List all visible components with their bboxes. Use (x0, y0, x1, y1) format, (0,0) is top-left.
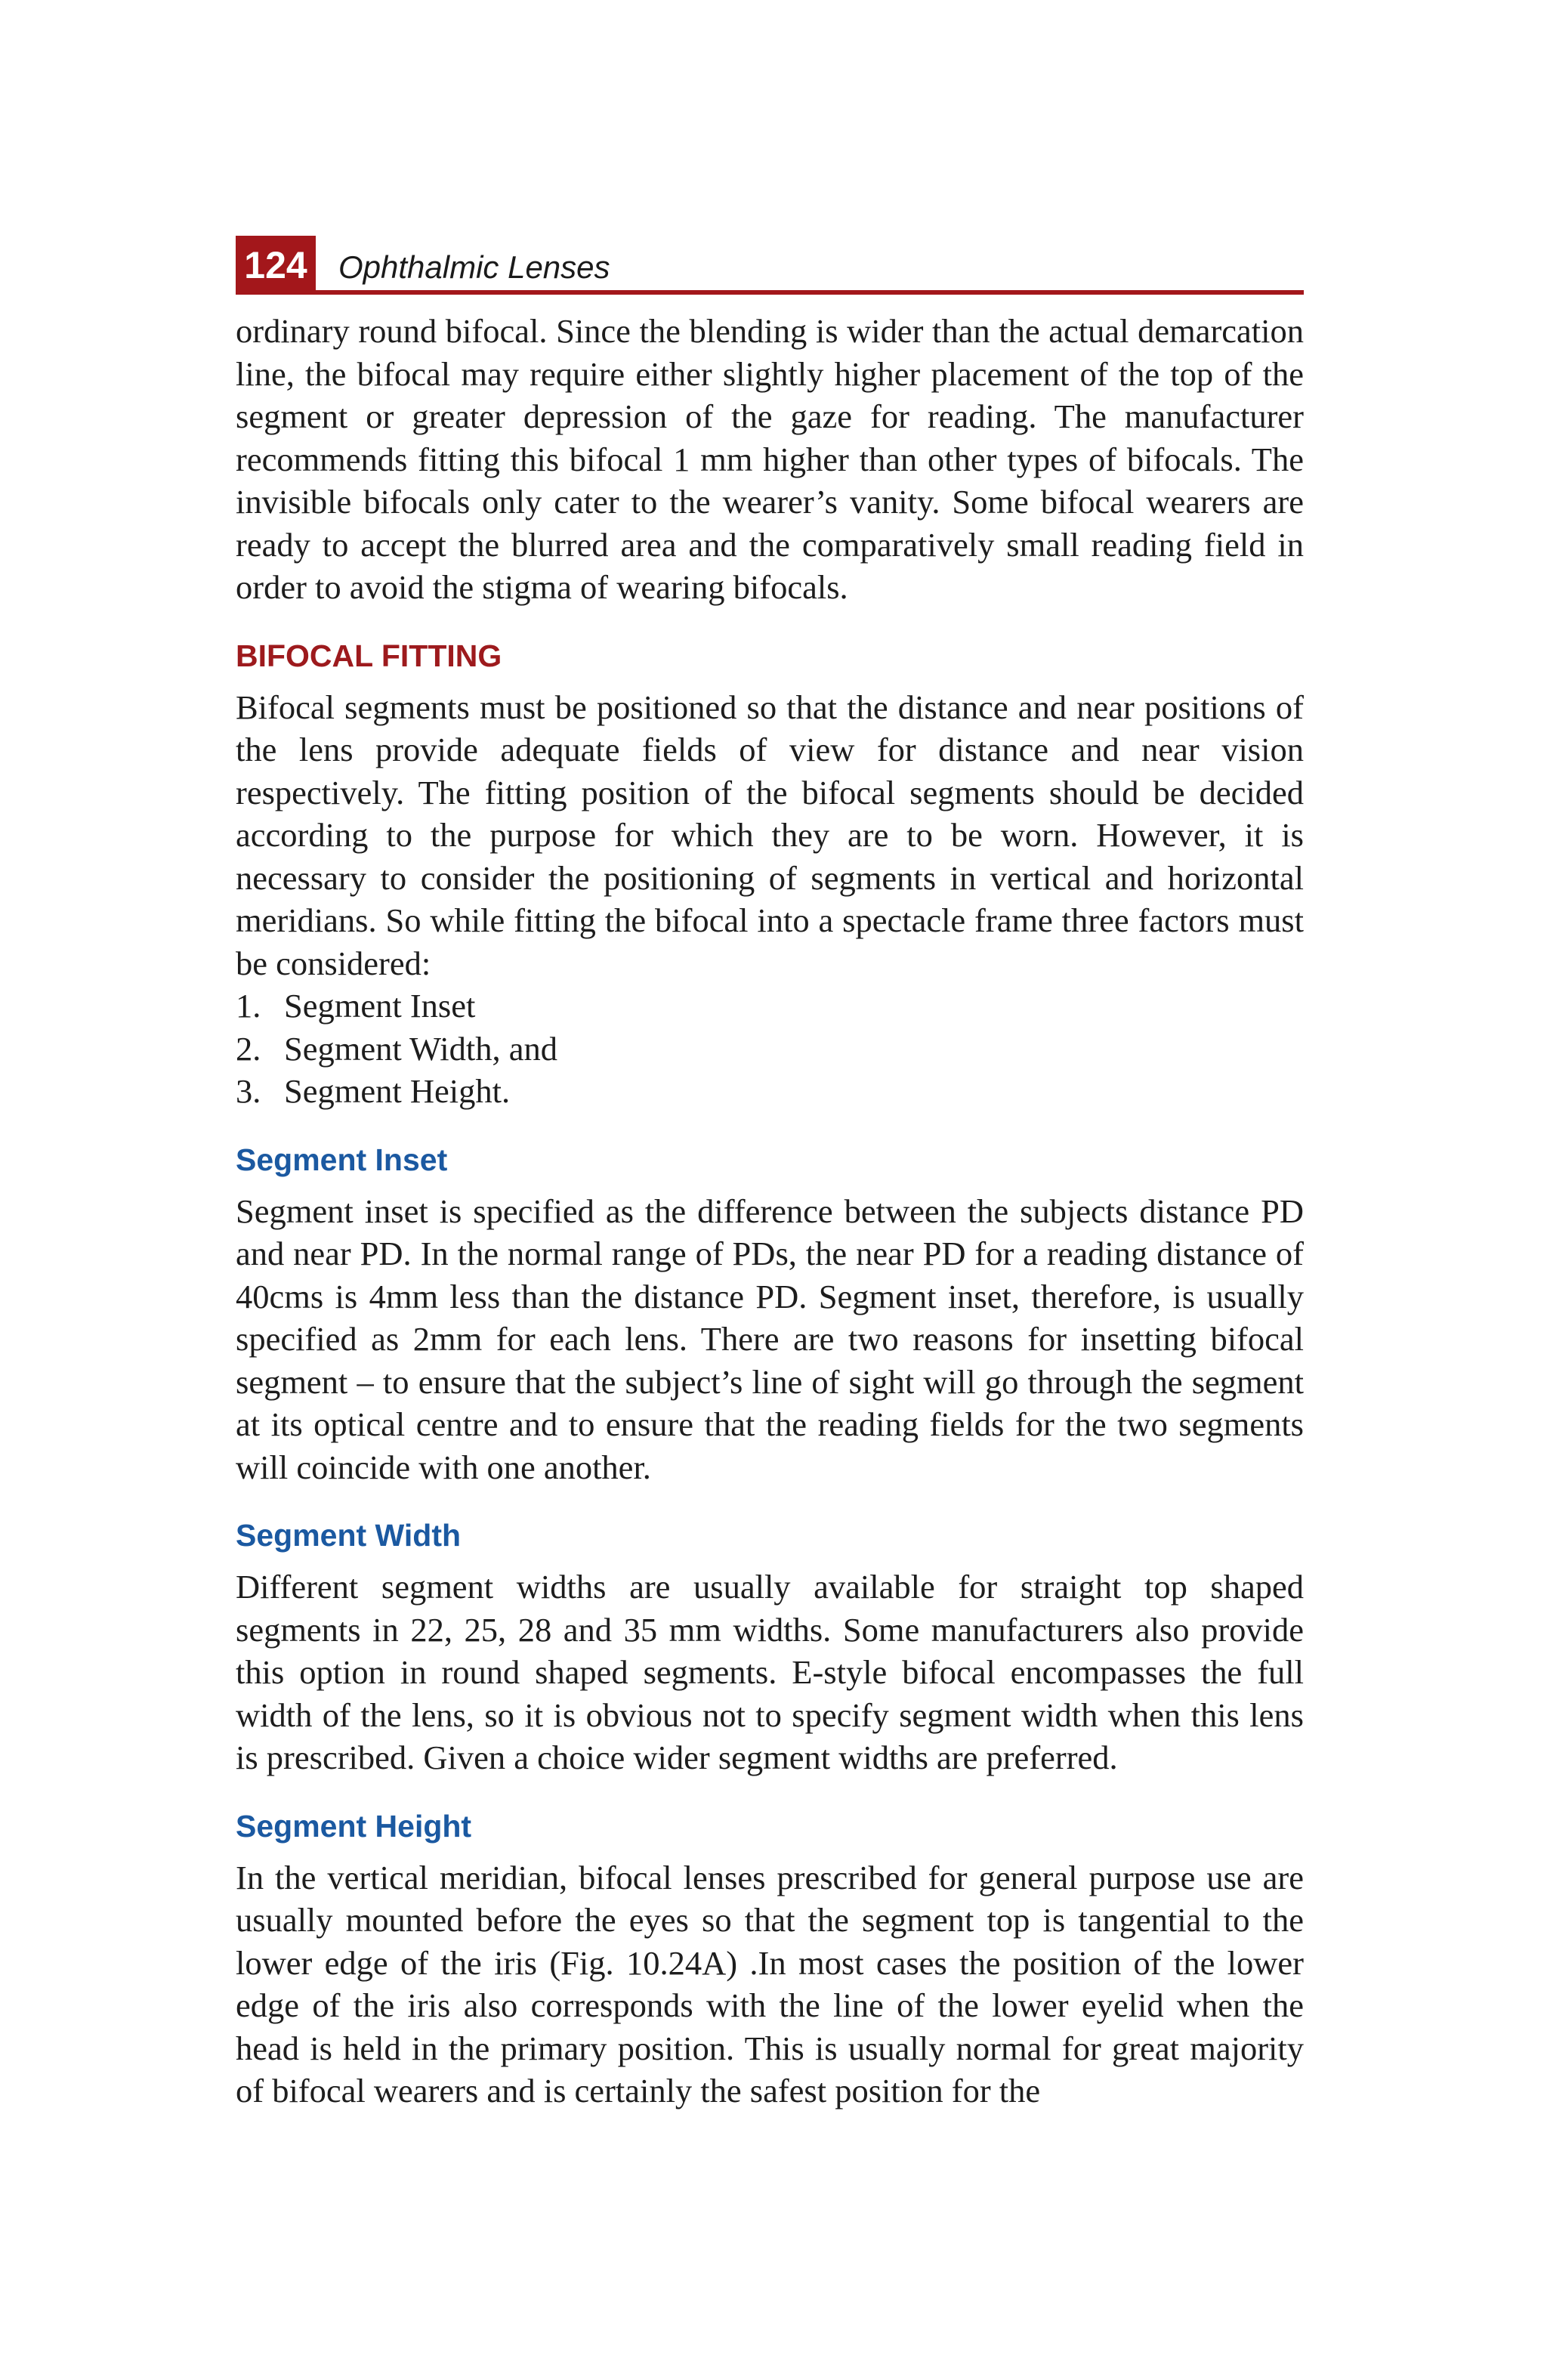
list-item-text: Segment Width, and (284, 1029, 557, 1068)
list-item-text: Segment Height. (284, 1072, 511, 1110)
list-item-number: 2. (236, 1029, 261, 1068)
list-item-number: 1. (236, 987, 261, 1025)
intro-paragraph: ordinary round bifocal. Since the blending is wider than the actual demarcation line, the bifocal may require either slightly higher placement of the top of the segment or greater depression of the gaze for reading. The manufacturer recommends fitting this bifocal 1 mm higher than other types of bifocals. The invisible bifocals only cater to the wearer’s vanity. Some bifocal wearers are ready to accept the blurred area and the comparatively small reading field in order to avoid the stigma of wearing bifocals. (236, 312, 1304, 606)
segment-width-paragraph: Different segment widths are usually available for straight top shaped segments in 22, 25, 28 and 35 mm widths. Some manufacturers also provide this option in round shaped segments. E-style bifocal encompasses the full width of the lens, so it is obvious not to specify segment width when this lens is prescribed. Given a choice wider segment widths are preferred. (236, 1568, 1304, 1776)
segment-inset-paragraph: Segment inset is specified as the difference between the subjects distance PD and near PD. In the normal range of PDs, the near PD for a reading distance of 40cms is 4mm less than the distance PD. Segment inset, therefore, is usually specified as 2mm for each lens. There are two reasons for insetting bifocal segment – to ensure that the subject’s line of sight will go through the segment at its optical centre and to ensure that the reading fields for the two segments will coincide with one another. (236, 1192, 1304, 1486)
page-number: 124 (236, 236, 316, 295)
list-item-number: 3. (236, 1072, 261, 1110)
page-body (236, 310, 1304, 2113)
heading-segment-width: Segment Width (236, 1518, 462, 1553)
bifocal-fitting-paragraph: Bifocal segments must be positioned so that the distance and near positions of the lens provide adequate fields of view for distance and near vision respectively. The fitting position of the bifocal segments should be decided according to the purpose for which they are to be worn. However, it is necessary to consider the positioning of segments in vertical and horizontal meridians. So while fitting the bifocal into a spectacle frame three factors must be considered: (236, 688, 1304, 982)
header-rule (236, 290, 1304, 295)
list-item (236, 1028, 1304, 1071)
list-item (236, 1070, 1304, 1113)
factors-list (236, 984, 1304, 1113)
heading-bifocal-fitting: BIFOCAL FITTING (236, 638, 502, 673)
segment-height-paragraph: In the vertical meridian, bifocal lenses prescribed for general purpose use are usually mounted before the eyes so that the segment top is tangential to the lower edge of the iris (Fig. 10.24A) .In most cases the position of the lower edge of the iris also corresponds with the line of the lower eyelid when the head is held in the primary position. This is usually normal for great majority of bifocal wearers and is certainly the safest position for the (236, 1858, 1304, 2110)
running-title: Ophthalmic Lenses (338, 249, 610, 285)
page-header (236, 236, 1304, 295)
heading-segment-inset: Segment Inset (236, 1142, 448, 1177)
list-item-text: Segment Inset (284, 987, 476, 1025)
heading-segment-height: Segment Height (236, 1808, 472, 1844)
list-item (236, 984, 1304, 1028)
